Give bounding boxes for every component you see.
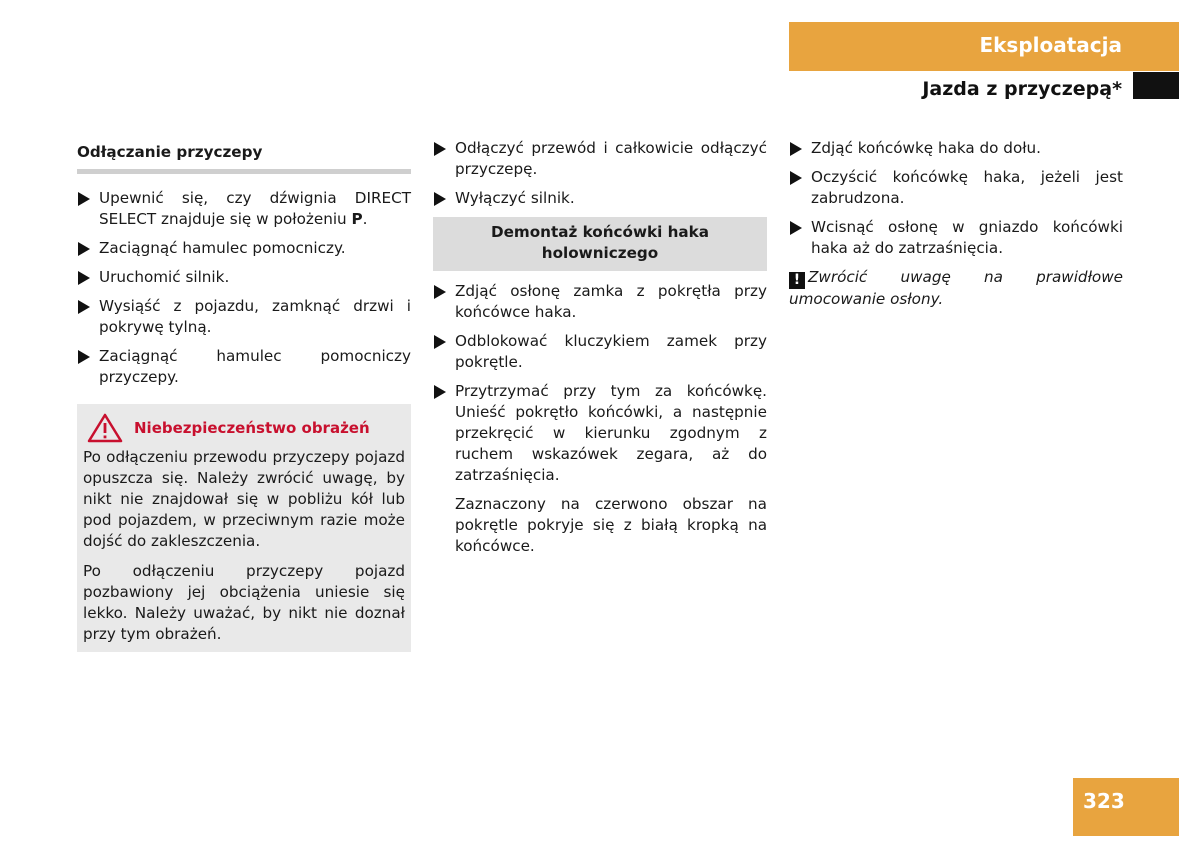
info-note: Zaznaczony na czerwono obszar na pokrętle pokryje się z białą kropką na końcówce. xyxy=(455,495,767,555)
step-item xyxy=(433,381,767,486)
step-text: Zdjąć osłonę zamka z pokrętła przy końcówce haka. xyxy=(455,282,767,321)
subsection-heading: Demontaż końcówki haka holowniczego xyxy=(433,217,767,271)
arrow-bullet-icon xyxy=(790,171,802,185)
arrow-bullet-icon xyxy=(78,300,90,314)
step-item xyxy=(77,296,411,338)
step-text: Wyłączyć silnik. xyxy=(455,189,575,207)
step-text: Zdjąć końcówkę haka do dołu. xyxy=(811,139,1042,157)
arrow-bullet-icon xyxy=(78,350,90,364)
arrow-bullet-icon xyxy=(434,385,446,399)
column-middle xyxy=(433,138,767,557)
arrow-bullet-icon xyxy=(78,192,90,206)
step-item xyxy=(433,138,767,180)
column-left xyxy=(77,138,411,652)
arrow-bullet-icon xyxy=(434,285,446,299)
step-text: Oczyścić końcówkę haka, jeżeli jest zabrudzona. xyxy=(811,168,1123,207)
section-title: Eksploatacja xyxy=(979,33,1122,57)
exclamation-icon: ! xyxy=(789,272,805,289)
arrow-bullet-icon xyxy=(434,335,446,349)
caution-note xyxy=(789,267,1123,310)
page-number: 323 xyxy=(1073,778,1179,836)
step-text: Zaciągnąć hamulec pomocniczy przyczepy. xyxy=(99,347,411,386)
step-text: Wysiąść z pojazdu, zamknąć drzwi i pokrywę tylną. xyxy=(99,297,411,336)
warning-triangle-icon xyxy=(87,413,123,443)
warning-paragraph: Po odłączeniu przyczepy pojazd pozbawiony jej obciążenia uniesie się lekko. Należy uważać, by nikt nie doznał przy tym obrażeń. xyxy=(83,562,405,643)
gear-position: P xyxy=(351,210,363,228)
step-text: Zaciągnąć hamulec pomocniczy. xyxy=(99,239,346,257)
section-heading: Odłączanie przyczepy xyxy=(77,138,411,174)
caution-note-text: Zwrócić uwagę na prawidłowe umocowanie osłony. xyxy=(789,268,1123,308)
warning-title: Niebezpieczeństwo obrażeń xyxy=(134,418,370,437)
title-marker-block xyxy=(1133,72,1179,99)
section-tab xyxy=(789,22,1179,71)
arrow-bullet-icon xyxy=(790,221,802,235)
step-item xyxy=(433,188,767,209)
arrow-bullet-icon xyxy=(790,142,802,156)
warning-paragraph: Po odłączeniu przewodu przyczepy pojazd opuszcza się. Należy zwrócić uwagę, by nikt nie znajdował się w pobliżu kół lub pod pojazdem, w przeciwnym razie może dojść do zakleszczenia. xyxy=(83,448,405,550)
step-text: Uruchomić silnik. xyxy=(99,268,230,286)
warning-box xyxy=(77,404,411,652)
step-item xyxy=(789,138,1123,159)
arrow-bullet-icon xyxy=(78,271,90,285)
step-item xyxy=(77,346,411,388)
step-text: Wcisnąć osłonę w gniazdo końcówki haka aż do zatrzaśnięcia. xyxy=(811,218,1123,257)
step-text: Odłączyć przewód i całkowicie odłączyć przyczepę. xyxy=(455,139,767,178)
step-item xyxy=(433,281,767,323)
arrow-bullet-icon xyxy=(434,142,446,156)
step-item xyxy=(77,188,411,230)
step-item xyxy=(789,217,1123,259)
column-right xyxy=(789,138,1123,310)
step-item xyxy=(77,238,411,259)
step-item xyxy=(789,167,1123,209)
step-text: Przytrzymać przy tym za końcówkę. Unieść pokrętło końcówki, a następnie przekręcić w kierunku zgodnym z ruchem wskazówek zegara, aż do zatrzaśnięcia. xyxy=(455,382,767,484)
warning-header xyxy=(83,413,405,443)
step-end: . xyxy=(362,210,368,228)
step-item xyxy=(77,267,411,288)
arrow-bullet-icon xyxy=(78,242,90,256)
step-text: Odblokować kluczykiem zamek przy pokrętle. xyxy=(455,332,767,371)
step-text: Upewnić się, czy dźwignia DIRECT SELECT znajduje się w położeniu xyxy=(99,189,411,228)
page-title: Jazda z przyczepą* xyxy=(922,78,1122,100)
step-item xyxy=(433,331,767,373)
arrow-bullet-icon xyxy=(434,192,446,206)
